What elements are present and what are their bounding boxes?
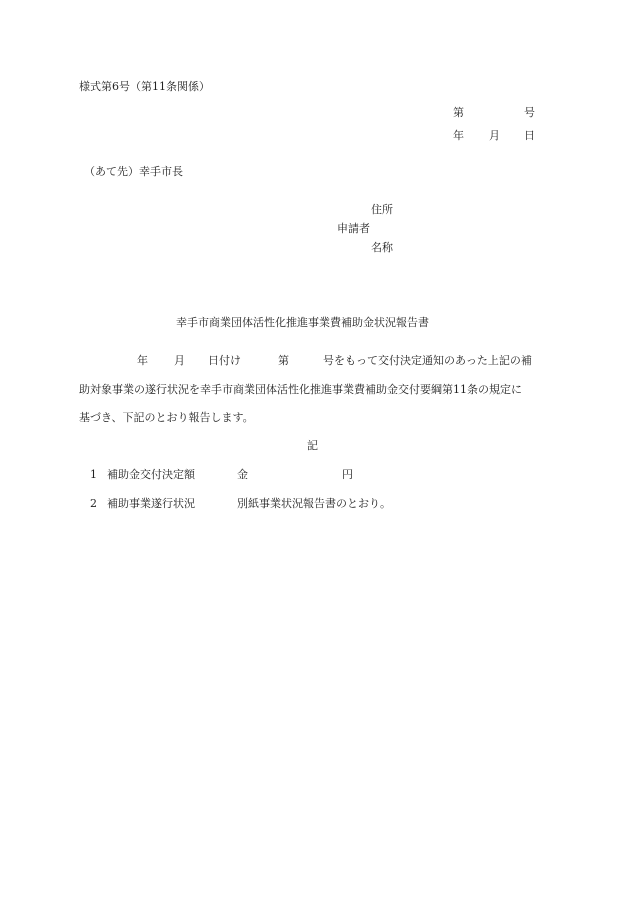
body-line2: 助対象事業の遂行状況を幸手市商業団体活性化推進事業費補助金交付要綱第11条の規定に bbox=[79, 383, 522, 396]
body-month: 月 bbox=[174, 354, 185, 367]
item-2-number: 2 bbox=[90, 497, 97, 510]
item-1-label: 補助金交付決定額 bbox=[107, 468, 195, 481]
body-line1-rest: 号をもって交付決定通知のあった上記の補 bbox=[323, 354, 532, 367]
item-2-label: 補助事業遂行状況 bbox=[107, 497, 195, 510]
item-1-number: 1 bbox=[90, 468, 97, 481]
doc-date-day: 日 bbox=[524, 129, 535, 142]
address-label: 住所 bbox=[371, 203, 393, 216]
item-2-value: 別紙事業状況報告書のとおり。 bbox=[237, 497, 391, 510]
body-dai: 第 bbox=[278, 354, 289, 367]
body-line3: 基づき、下記のとおり報告します。 bbox=[79, 411, 254, 424]
item-1-prefix: 金 bbox=[237, 468, 248, 481]
ki-heading: 記 bbox=[307, 439, 318, 452]
body-year: 年 bbox=[137, 354, 148, 367]
doc-date-month: 月 bbox=[489, 129, 500, 142]
document-title: 幸手市商業団体活性化推進事業費補助金状況報告書 bbox=[176, 316, 429, 329]
doc-number-go: 号 bbox=[524, 106, 535, 119]
applicant-label: 申請者 bbox=[337, 222, 370, 235]
addressee: （あて先）幸手市長 bbox=[84, 165, 183, 178]
doc-date-year: 年 bbox=[453, 129, 464, 142]
name-label: 名称 bbox=[371, 241, 393, 254]
body-date-label: 日付け bbox=[208, 354, 241, 367]
form-number: 様式第6号（第11条関係） bbox=[79, 80, 210, 93]
item-1-suffix: 円 bbox=[342, 468, 353, 481]
doc-number-dai: 第 bbox=[453, 106, 464, 119]
